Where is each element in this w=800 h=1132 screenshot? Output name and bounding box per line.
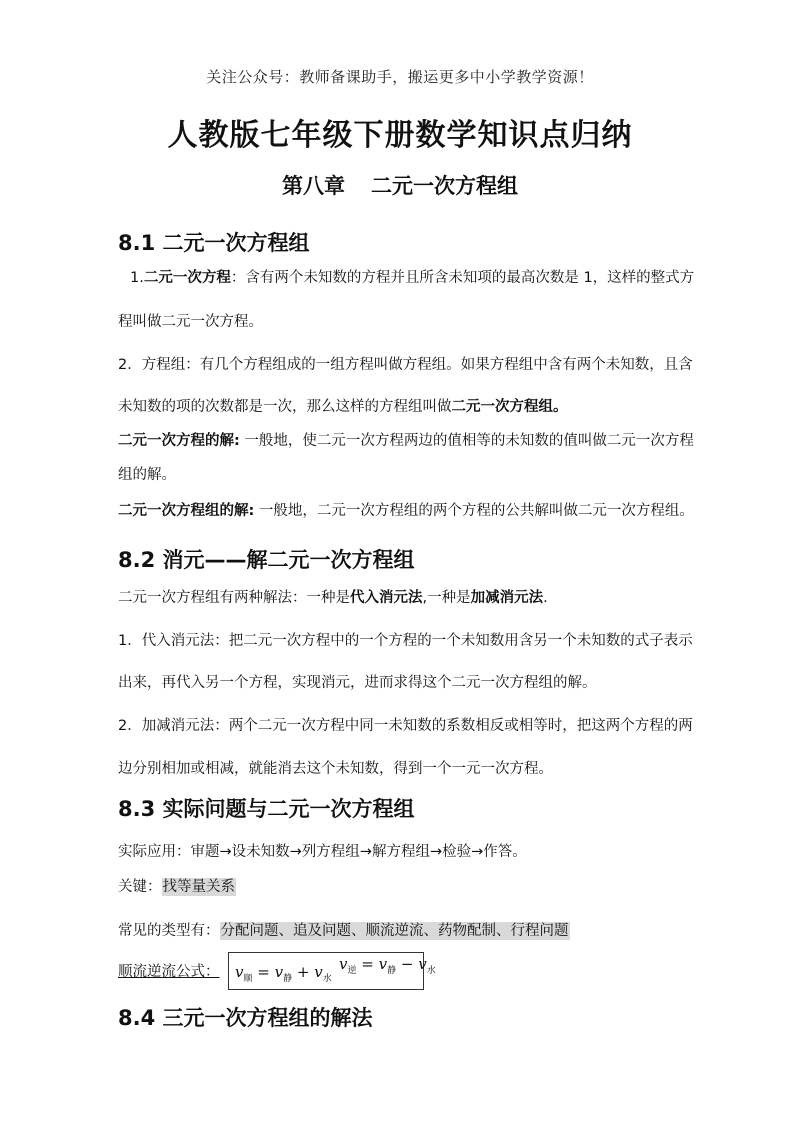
equals-sign: = (356, 955, 379, 973)
section-heading-8-3: 8.3 实际问题与二元一次方程组 (118, 797, 415, 821)
velocity-symbol: v (418, 955, 427, 973)
intro-text: . (543, 590, 548, 606)
subscript-water: 水 (322, 974, 332, 984)
subscript-still: 静 (387, 966, 397, 976)
velocity-symbol: v (378, 955, 388, 973)
paragraph-8-2-1-line2: 出来，再代入另一个方程，实现消元，进而求得这个二元一次方程组的解。 (118, 675, 597, 691)
formula-label: 顺流逆流公式： (118, 964, 220, 980)
subscript-downstream: 顺 (243, 974, 253, 984)
term-solution: 二元一次方程的解: (118, 433, 240, 449)
key-value: 找等量关系 (162, 879, 235, 895)
equals-sign: = (252, 963, 275, 981)
intro-text: 二元一次方程组有两种解法：一种是 (118, 590, 350, 606)
subscript-still: 静 (283, 974, 293, 984)
subscript-upstream: 逆 (347, 966, 357, 976)
paragraph-8-1-3-line2: 组的解。 (118, 467, 176, 483)
types-label: 常见的类型有： (118, 923, 220, 939)
paragraph-8-1-2-line1: 2．方程组：有几个方程组成的一组方程叫做方程组。如果方程组中含有两个未知数，且含 (118, 357, 693, 373)
definition-text: ：含有两个未知数的方程并且所含未知项的最高次数是 1，这样的整式方 (230, 270, 695, 286)
section-heading-8-4: 8.4 三元一次方程组的解法 (118, 1006, 373, 1030)
current-formula-box (228, 952, 436, 990)
velocity-symbol: v (339, 955, 348, 973)
types-value: 分配问题、追及问题、顺流逆流、药物配制、行程问题 (220, 923, 569, 939)
term-system: 二元一次方程组。 (451, 399, 568, 415)
plus-sign: + (292, 963, 315, 981)
definition-text: 一般地，使二元一次方程两边的值相等的未知数的值叫做二元一次方程 (239, 433, 694, 449)
paragraph-8-2-2-line2: 边分别相加或相减，就能消去这个未知数，得到一个一元一次方程。 (118, 761, 553, 777)
velocity-symbol: v (274, 963, 284, 981)
section-heading-8-1: 8.1 二元一次方程组 (118, 231, 310, 255)
chapter-title (0, 170, 800, 200)
paragraph-8-2-intro (118, 588, 688, 608)
downstream-formula (235, 963, 332, 984)
definition-text: 未知数的项的次数都是一次，那么这样的方程组叫做 (118, 399, 452, 415)
paragraph-8-1-1-line2: 程叫做二元一次方程。 (118, 314, 263, 330)
page-title: 人教版七年级下册数学知识点归纳 (167, 118, 633, 153)
paragraph-8-2-2-line1: 2．加减消元法：两个二元一次方程中同一未知数的系数相反或相等时，把这两个方程的两 (118, 718, 693, 734)
minus-sign: − (396, 955, 419, 973)
term-elimination: 加减消元法 (470, 590, 544, 606)
subscript-water: 水 (426, 966, 436, 976)
term-system-solution: 二元一次方程组的解: (118, 503, 255, 519)
section-heading-8-2: 8.2 消元——解二元一次方程组 (118, 548, 415, 572)
velocity-symbol: v (235, 963, 244, 981)
paragraph-8-3-types (118, 921, 688, 941)
paragraph-8-3-key (118, 877, 688, 897)
paragraph-8-2-1-line1: 1．代入消元法：把二元一次方程中的一个方程的一个未知数用含另一个未知数的式子表示 (118, 633, 693, 649)
term-substitution: 代入消元法 (350, 590, 423, 606)
header-notice: 关注公众号：教师备课助手，搬运更多中小学教学资源！ (206, 68, 594, 86)
list-number: 1. (130, 270, 144, 286)
upstream-formula (339, 955, 436, 976)
intro-text: ,一种是 (422, 590, 471, 606)
definition-text: 一般地，二元一次方程组的两个方程的公共解叫做二元一次方程组。 (254, 503, 694, 519)
paragraph-8-1-2-line2 (118, 397, 688, 417)
paragraph-8-1-1-line1 (130, 268, 700, 288)
paragraph-8-1-4 (118, 501, 694, 521)
velocity-symbol: v (314, 963, 323, 981)
paragraph-8-3-steps: 实际应用：审题→设未知数→列方程组→解方程组→检验→作答。 (118, 844, 527, 860)
chapter-number: 第八章 (282, 174, 345, 198)
chapter-name: 二元一次方程组 (371, 174, 518, 198)
paragraph-8-1-3-line1 (118, 431, 694, 451)
term-equation: 二元一次方程 (143, 270, 231, 286)
key-label: 关键： (118, 879, 162, 895)
